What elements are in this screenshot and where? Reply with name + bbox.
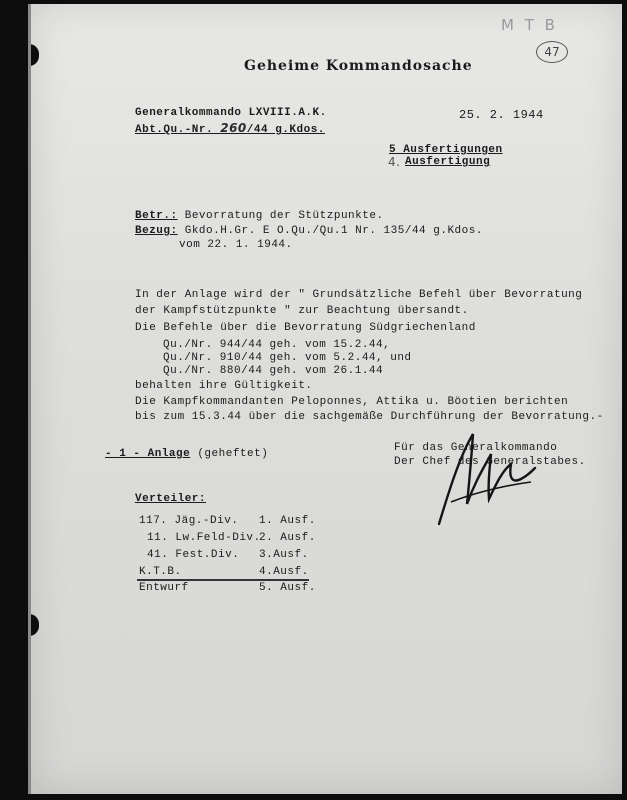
copies-count: 5 Ausfertigungen bbox=[389, 144, 503, 156]
distribution-unit: 117. Jäg.-Div. bbox=[139, 515, 239, 527]
betr-label: Betr.: bbox=[135, 210, 178, 222]
file-number-handwritten: 260 bbox=[220, 121, 247, 135]
betr-line bbox=[135, 210, 384, 222]
punch-hole bbox=[29, 44, 39, 66]
distribution-copy: 4.Ausf. bbox=[259, 566, 309, 578]
distribution-unit: Entwurf bbox=[139, 582, 189, 594]
handwritten-signature bbox=[431, 424, 541, 534]
distribution-copy: 5. Ausf. bbox=[259, 582, 316, 594]
file-number-prefix: Abt.Qu.-Nr. bbox=[135, 124, 214, 136]
signature-line2: Der Chef des Generalstabes. bbox=[394, 456, 586, 468]
sender-line2 bbox=[135, 121, 325, 136]
distribution-unit: K.T.B. bbox=[139, 566, 182, 578]
corner-mark: M T B bbox=[501, 16, 558, 34]
reference-1: Qu./Nr. 944/44 geh. vom 15.2.44, bbox=[163, 339, 391, 351]
document-date: 25. 2. 1944 bbox=[459, 108, 544, 122]
sender-line1: Generalkommando LXVIII.A.K. bbox=[135, 107, 327, 119]
attachment-line bbox=[105, 448, 268, 460]
body-p2-line1: Die Befehle über die Bevorratung Südgriechenland bbox=[135, 322, 476, 334]
copy-number-handwritten: 4. bbox=[388, 155, 401, 169]
distribution-rule bbox=[137, 579, 309, 581]
body-p1-line2: der Kampfstützpunkte " zur Beachtung übersandt. bbox=[135, 305, 469, 317]
document-page bbox=[28, 4, 622, 794]
body-p3-line1: Die Kampfkommandanten Peloponnes, Attika u. Böotien berichten bbox=[135, 396, 569, 408]
page-number-stamp: 47 bbox=[536, 41, 568, 63]
betr-text: Bevorratung der Stützpunkte. bbox=[184, 210, 384, 222]
bezug-date: vom 22. 1. 1944. bbox=[179, 239, 293, 251]
distribution-copy: 2. Ausf. bbox=[259, 532, 316, 544]
signature-line1: Für das Generalkommando bbox=[394, 442, 558, 454]
distribution-copy: 1. Ausf. bbox=[259, 515, 316, 527]
distribution-title: Verteiler: bbox=[135, 493, 207, 505]
reference-3: Qu./Nr. 880/44 geh. vom 26.1.44 bbox=[163, 365, 384, 377]
bezug-line bbox=[135, 225, 483, 237]
distribution-unit: 41. Fest.Div. bbox=[147, 549, 240, 561]
distribution-unit: 11. Lw.Feld-Div. bbox=[147, 532, 261, 544]
punch-hole bbox=[29, 614, 39, 636]
bezug-text: Gkdo.H.Gr. E O.Qu./Qu.1 Nr. 135/44 g.Kdos. bbox=[184, 225, 483, 237]
bezug-label: Bezug: bbox=[135, 225, 178, 237]
body-p2-end: behalten ihre Gültigkeit. bbox=[135, 380, 313, 392]
body-p3-line2: bis zum 15.3.44 über die sachgemäße Durchführung der Bevorratung.- bbox=[135, 411, 604, 423]
copy-label: Ausfertigung bbox=[405, 156, 491, 168]
body-p1-line1: In der Anlage wird der " Grundsätzliche Befehl über Bevorratung bbox=[135, 289, 583, 301]
attachment-note: (geheftet) bbox=[197, 448, 269, 460]
distribution-copy: 3.Ausf. bbox=[259, 549, 309, 561]
classification-heading: Geheime Kommandosache bbox=[244, 58, 473, 74]
reference-2: Qu./Nr. 910/44 geh. vom 5.2.44, und bbox=[163, 352, 412, 364]
file-number-suffix: /44 g.Kdos. bbox=[246, 124, 325, 136]
attachment-label: - 1 - Anlage bbox=[105, 448, 191, 460]
